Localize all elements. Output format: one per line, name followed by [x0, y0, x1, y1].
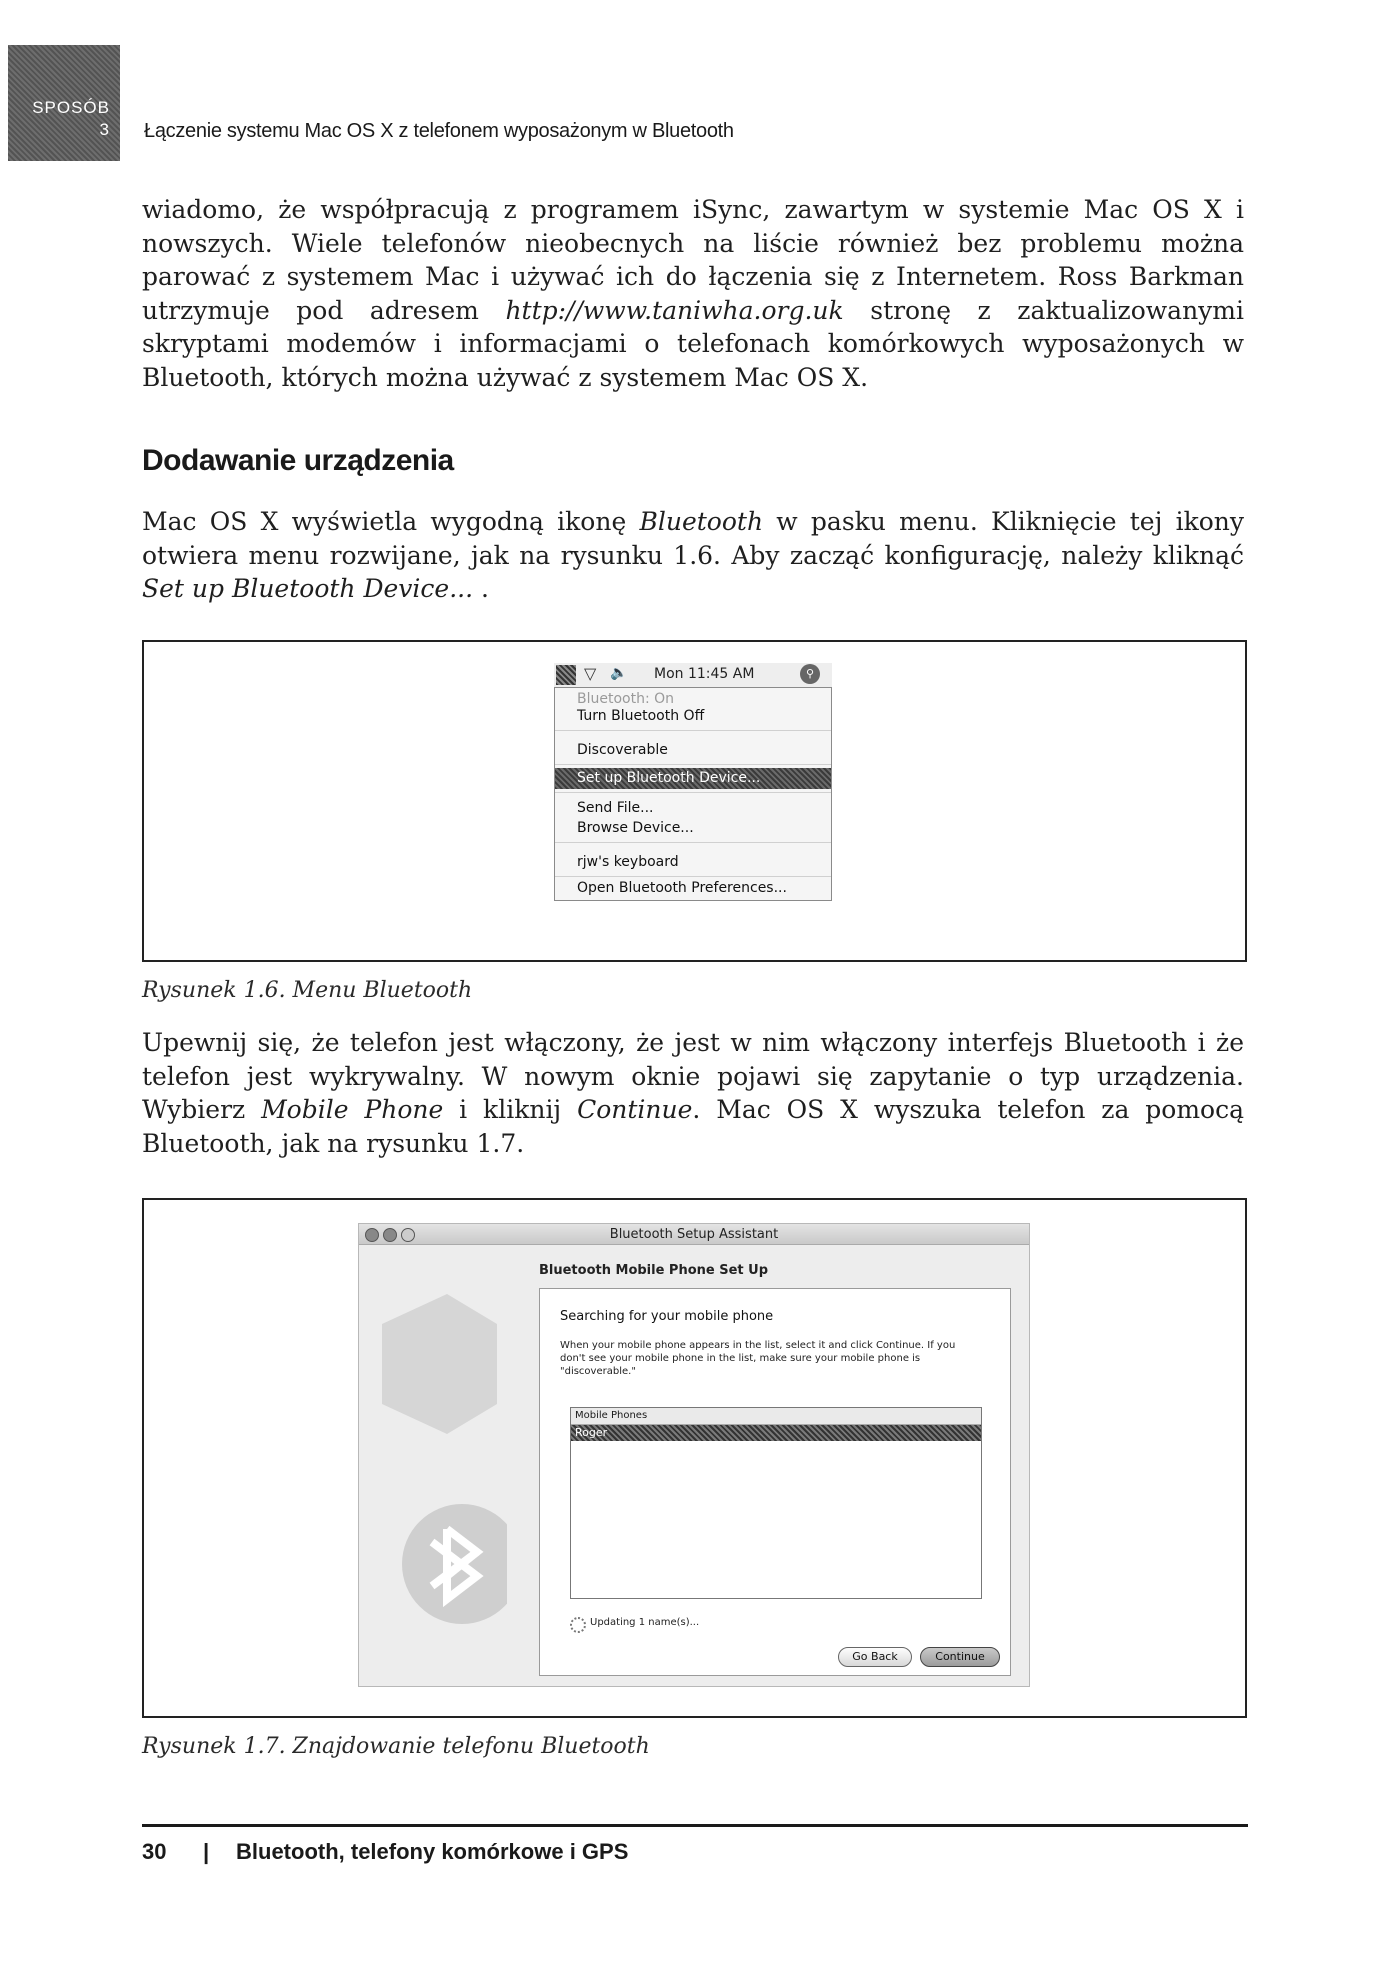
- menu-item-open-preferences[interactable]: Open Bluetooth Preferences...: [577, 880, 787, 896]
- menu-clock[interactable]: Mon 11:45 AM: [654, 666, 755, 682]
- paragraph-3: [142, 1026, 1244, 1160]
- spinner-icon: [570, 1617, 586, 1633]
- bluetooth-logo-icon: [377, 1294, 507, 1634]
- bluetooth-dropdown-menu: [554, 687, 832, 901]
- para3-italic-1: Mobile Phone: [261, 1095, 444, 1124]
- running-head: Łączenie systemu Mac OS X z telefonem wyposażonym w Bluetooth: [144, 120, 734, 142]
- chapter-tab-number: 3: [99, 120, 110, 139]
- window-subtitle: Bluetooth Mobile Phone Set Up: [539, 1263, 769, 1278]
- menu-item-browse-device[interactable]: Browse Device...: [577, 820, 694, 836]
- volume-icon[interactable]: 🔈: [610, 665, 628, 681]
- menu-separator: [555, 792, 831, 793]
- go-back-button[interactable]: Go Back: [838, 1647, 912, 1667]
- para2-italic-2: Set up Bluetooth Device...: [142, 574, 474, 603]
- menu-item-setup-device[interactable]: [555, 768, 831, 789]
- window-title: Bluetooth Setup Assistant: [609, 1227, 779, 1242]
- page-number: 30: [142, 1839, 167, 1864]
- figure-caption-1-7: Rysunek 1.7. Znajdowanie telefonu Bluetooth: [142, 1734, 650, 1759]
- chapter-tab-text: [32, 97, 110, 141]
- intro-paragraph: [142, 193, 1244, 394]
- intro-link[interactable]: http://www.taniwha.org.uk: [505, 295, 844, 325]
- menu-separator: [555, 876, 831, 877]
- para3-text-2: i kliknij: [443, 1095, 578, 1124]
- para2-text-3: .: [473, 574, 489, 603]
- footer-rule: [142, 1824, 1248, 1827]
- status-text: Updating 1 name(s)...: [590, 1617, 700, 1628]
- paragraph-2: [142, 505, 1244, 606]
- list-item-label: Roger: [575, 1426, 608, 1439]
- para3-text-1: Upewnij się, że telefon jest włączony, że jest w nim włączony interfejs Bluetooth i że telefon jest wykrywalny. W nowym oknie pojawi się zapytanie o typ urządzenia. Wybierz: [142, 1028, 1244, 1124]
- window-titlebar[interactable]: [359, 1224, 1029, 1245]
- para3-italic-2: Continue: [577, 1095, 693, 1124]
- footer-separator: |: [203, 1839, 210, 1864]
- menu-item-send-file[interactable]: Send File...: [577, 800, 654, 816]
- figure-bluetooth-menu: [142, 640, 1247, 962]
- panel-heading: Searching for your mobile phone: [560, 1309, 774, 1324]
- wifi-icon[interactable]: ▽: [584, 664, 597, 683]
- para2-italic-1: Bluetooth: [639, 507, 764, 536]
- menu-separator: [555, 764, 831, 765]
- bluetooth-icon[interactable]: [556, 665, 576, 685]
- chapter-tab-label: SPOSÓB: [32, 98, 110, 117]
- search-panel: [539, 1288, 1011, 1676]
- panel-instructions: When your mobile phone appears in the list, select it and click Continue. If you don't see your mobile phone in the list, make sure your mobile phone is "discoverable.": [560, 1340, 956, 1377]
- mobile-phones-list[interactable]: [570, 1407, 982, 1599]
- menu-item-turn-off[interactable]: Turn Bluetooth Off: [577, 708, 705, 724]
- menu-item-status: Bluetooth: On: [577, 691, 675, 707]
- menu-item-discoverable[interactable]: Discoverable: [577, 742, 668, 758]
- menu-separator: [555, 842, 831, 843]
- section-heading: Dodawanie urządzenia: [142, 444, 454, 477]
- menu-item-setup-label: Set up Bluetooth Device...: [577, 770, 761, 786]
- intro-text-1: wiadomo, że współpracują z programem iSync, zawartym w systemie Mac OS X i nowszych. Wiele telefonów nieobecnych na liście również bez problemu można parować z systemem Mac i używać ich do łączenia się z Internetem. Ross Barkman utrzymuje pod adresem: [142, 195, 1244, 325]
- figure-setup-assistant: [142, 1198, 1247, 1718]
- setup-assistant-window: [358, 1223, 1030, 1687]
- list-header-label: Mobile Phones: [575, 1410, 648, 1421]
- chapter-tab: [8, 45, 120, 161]
- list-item[interactable]: [571, 1425, 981, 1441]
- continue-button[interactable]: Continue: [920, 1647, 1000, 1667]
- para2-text-1: Mac OS X wyświetla wygodną ikonę: [142, 507, 640, 536]
- book-title: Bluetooth, telefony komórkowe i GPS: [236, 1839, 629, 1864]
- figure-caption-1-6: Rysunek 1.6. Menu Bluetooth: [142, 978, 473, 1003]
- spotlight-icon[interactable]: ⚲: [800, 664, 820, 684]
- para2-text-2: w pasku menu. Kliknięcie tej ikony otwiera menu rozwijane, jak na rysunku 1.6. Aby zacząć konfigurację, należy kliknąć: [142, 507, 1244, 570]
- menu-item-keyboard[interactable]: rjw's keyboard: [577, 854, 679, 870]
- menu-separator: [555, 730, 831, 731]
- menu-bar: [554, 663, 832, 688]
- intro-text-2: stronę z zaktualizowanymi skryptami modemów i informacjami o telefonach komórkowych wyposażonych w Bluetooth, których można używać z systemem Mac OS X.: [142, 295, 1244, 392]
- para3-text-3: . Mac OS X wyszuka telefon za pomocą Bluetooth, jak na rysunku 1.7.: [142, 1095, 1244, 1158]
- list-header: [571, 1408, 981, 1425]
